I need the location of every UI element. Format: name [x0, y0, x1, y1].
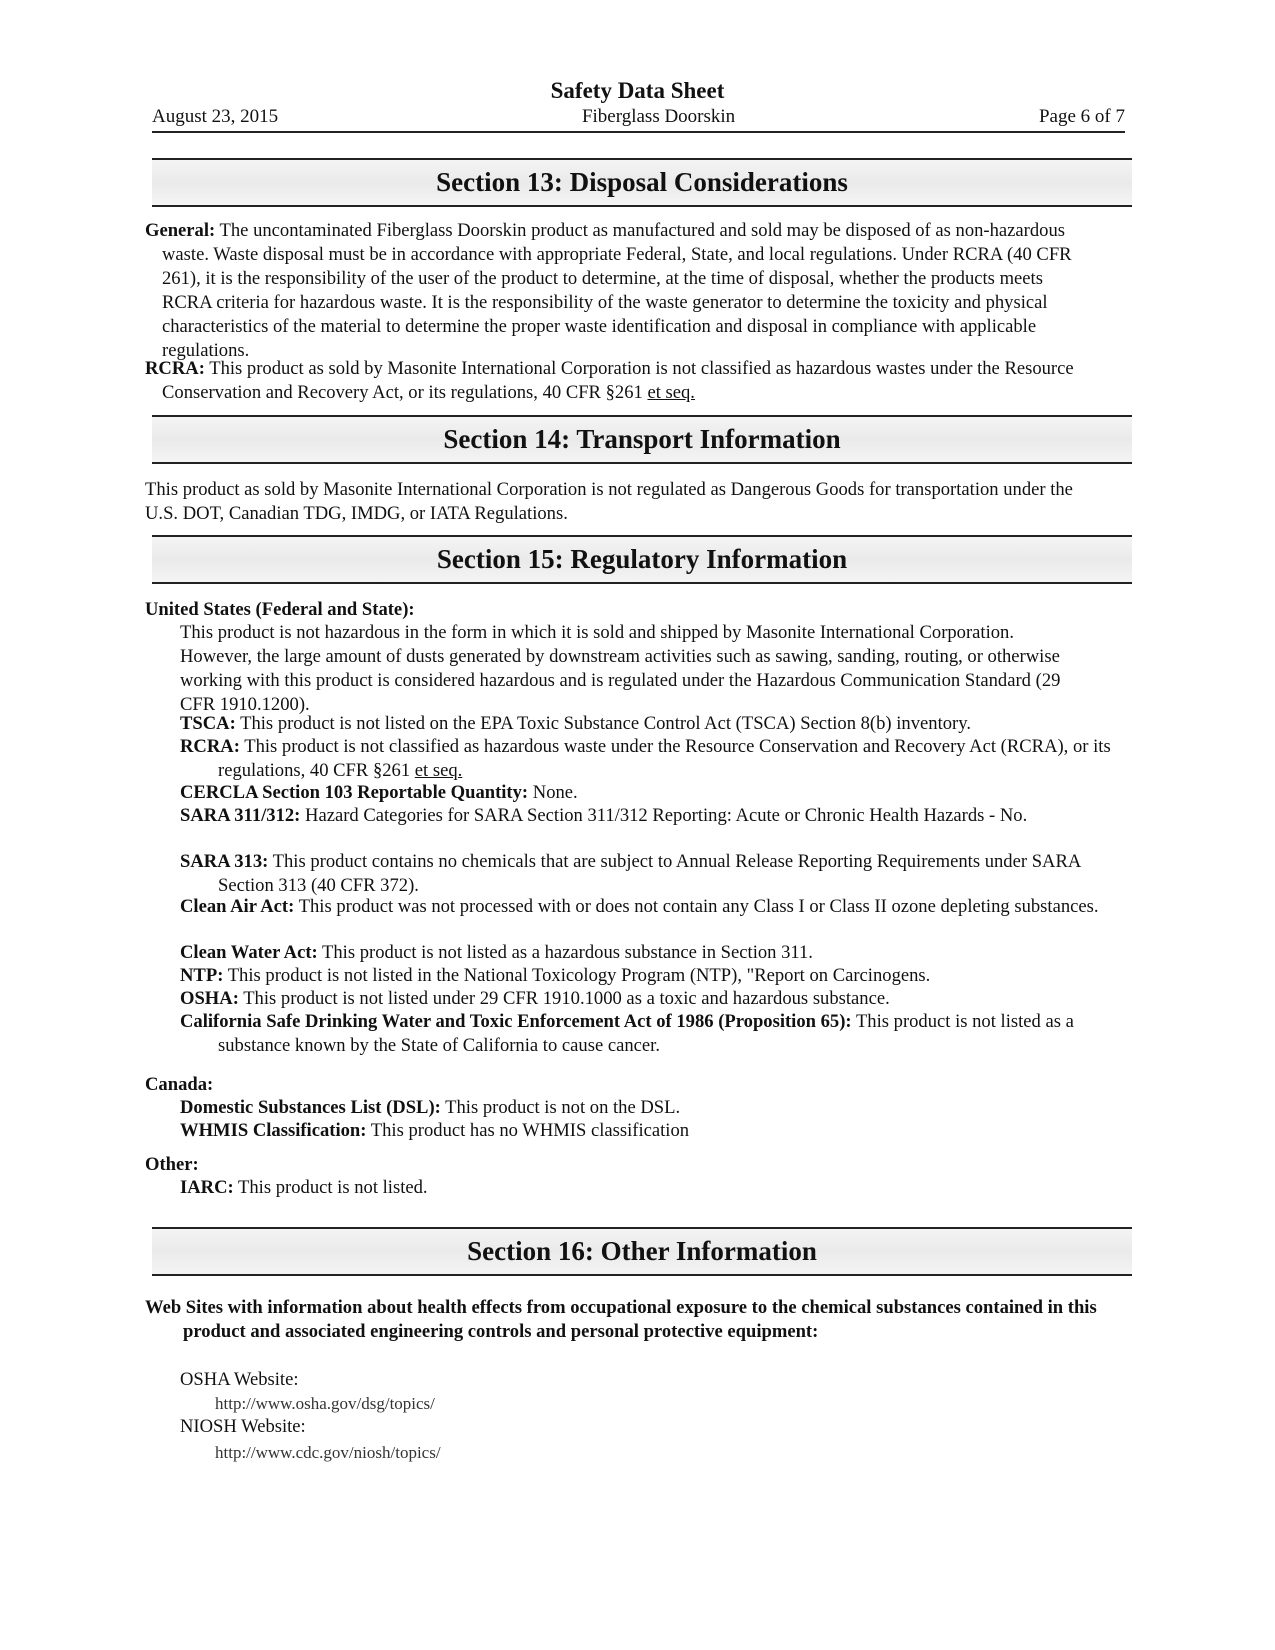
s13-rcra-text: This product as sold by Masonite International Corporation is not classified as hazardous wastes under the Resource Conservation and Recovery Act, or its regulations, 40 CFR §261 — [162, 358, 1074, 403]
s15-clean-water-act — [180, 941, 1118, 965]
section-13-title: Section 13: Disposal Considerations — [436, 167, 848, 197]
s13-rcra-paragraph — [145, 357, 1097, 405]
s15-caa-label: Clean Air Act: — [180, 896, 295, 917]
s15-sara312-text: Hazard Categories for SARA Section 311/312 Reporting: Acute or Chronic Health Hazards - No. — [305, 805, 1028, 826]
s15-dsl-text: This product is not on the DSL. — [445, 1097, 681, 1118]
s16-web-heading: Web Sites with information about health effects from occupational exposure to the chemical substances contained in this product and associated engineering controls and personal protective equipment: — [145, 1297, 1097, 1342]
page-header — [152, 106, 1125, 128]
s16-niosh-site-link[interactable]: http://www.cdc.gov/niosh/topics/ — [215, 1443, 441, 1462]
s13-general-text: The uncontaminated Fiberglass Doorskin product as manufactured and sold may be disposed of as non-hazardous waste. Waste disposal must be in accordance with appropriate Federal, State, and local regulations. Under RCRA (40 CFR 261), it is the responsibility of the user of the product to determine, at the time of disposal, whether the products meets RCRA criteria for hazardous waste. It is the responsibility of the waste generator to determine the toxicity and physical characteristics of the material to determine the proper waste identification and disposal in compliance with applicable regulations. — [162, 220, 1072, 361]
s15-cercla — [180, 781, 1118, 805]
s15-ntp — [180, 964, 1118, 988]
s15-rcra-label: RCRA: — [180, 736, 240, 757]
s15-iarc-label: IARC: — [180, 1177, 234, 1198]
s15-caa-text: This product was not processed with or does not contain any Class I or Class II ozone depleting substances. — [298, 896, 1099, 917]
header-product: Fiberglass Doorskin — [581, 106, 736, 127]
s15-cwa-label: Clean Water Act: — [180, 942, 318, 963]
s15-sara-313 — [180, 850, 1118, 898]
s15-rcra — [180, 735, 1118, 783]
s15-cercla-text: None. — [532, 782, 578, 803]
section-16-title: Section 16: Other Information — [467, 1236, 817, 1266]
s15-dsl — [180, 1096, 1080, 1120]
s15-prop-65 — [180, 1010, 1118, 1058]
document-title: Safety Data Sheet — [550, 78, 725, 103]
s15-us-intro: This product is not hazardous in the form in which it is sold and shipped by Masonite International Corporation. However, the large amount of dusts generated by downstream activities such as sawing, sanding, routing, or otherwise working with this product is considered hazardous and is regulated under the Hazardous Communication Standard (29 CFR 1910.1200). — [180, 622, 1061, 715]
s15-rcra-etseq: et seq. — [414, 760, 463, 781]
s15-iarc — [180, 1176, 1080, 1200]
s15-sara313-text: This product contains no chemicals that are subject to Annual Release Reporting Requirements under SARA Section 313 (40 CFR 372). — [218, 851, 1081, 896]
s15-iarc-text: This product is not listed. — [238, 1177, 428, 1198]
s15-tsca-text: This product is not listed on the EPA Toxic Substance Control Act (TSCA) Section 8(b) inventory. — [240, 713, 971, 734]
section-14-banner — [152, 415, 1132, 464]
s15-osha — [180, 987, 1118, 1011]
s13-rcra-label: RCRA: — [145, 358, 205, 379]
section-15-title: Section 15: Regulatory Information — [436, 544, 848, 574]
s13-rcra-etseq: et seq. — [647, 382, 695, 403]
s15-cwa-text: This product is not listed as a hazardous substance in Section 311. — [322, 942, 813, 963]
s15-rcra-text: This product is not classified as hazardous waste under the Resource Conservation and Recovery Act (RCRA), or its regulations, 40 CFR §261 — [218, 736, 1111, 781]
s14-text: This product as sold by Masonite International Corporation is not regulated as Dangerous Goods for transportation under the U.S. DOT, Canadian TDG, IMDG, or IATA Regulations. — [145, 479, 1073, 524]
s15-tsca — [180, 712, 1118, 736]
s15-ntp-text: This product is not listed in the National Toxicology Program (NTP), "Report on Carcinogens. — [227, 965, 931, 986]
section-15-banner — [152, 535, 1132, 584]
s16-osha-site-label: OSHA Website: — [180, 1369, 299, 1390]
header-page-number: Page 6 of 7 — [1038, 106, 1125, 127]
s15-us-heading: United States (Federal and State): — [145, 599, 415, 620]
s13-general-paragraph — [145, 219, 1097, 363]
s15-other-heading: Other: — [145, 1154, 199, 1175]
s15-osha-text: This product is not listed under 29 CFR 1910.1000 as a toxic and hazardous substance. — [243, 988, 890, 1009]
s15-osha-label: OSHA: — [180, 988, 239, 1009]
s15-sara312-label: SARA 311/312: — [180, 805, 301, 826]
section-16-banner — [152, 1227, 1132, 1276]
s16-osha-site-link[interactable]: http://www.osha.gov/dsg/topics/ — [215, 1394, 435, 1413]
s15-sara313-label: SARA 313: — [180, 851, 269, 872]
header-date: August 23, 2015 — [152, 106, 279, 127]
s13-general-label: General: — [145, 220, 216, 241]
section-13-banner — [152, 158, 1132, 207]
s15-ntp-label: NTP: — [180, 965, 224, 986]
section-14-title: Section 14: Transport Information — [443, 424, 841, 454]
s15-tsca-label: TSCA: — [180, 713, 236, 734]
s15-whmis-label: WHMIS Classification: — [180, 1120, 367, 1141]
s15-prop65-text: This product is not listed as a substance known by the State of California to cause cancer. — [218, 1011, 1074, 1056]
s15-clean-air-act — [180, 895, 1118, 919]
s15-canada-heading: Canada: — [145, 1074, 214, 1095]
s15-sara-311-312 — [180, 804, 1118, 828]
s16-niosh-site-label: NIOSH Website: — [180, 1416, 306, 1437]
s15-whmis-text: This product has no WHMIS classification — [370, 1120, 690, 1141]
s15-cercla-label: CERCLA Section 103 Reportable Quantity: — [180, 782, 529, 803]
s15-prop65-label: California Safe Drinking Water and Toxic Enforcement Act of 1986 (Proposition 65): — [180, 1011, 852, 1032]
header-rule — [152, 131, 1125, 133]
s15-dsl-label: Domestic Substances List (DSL): — [180, 1097, 441, 1118]
s15-whmis — [180, 1119, 1080, 1143]
